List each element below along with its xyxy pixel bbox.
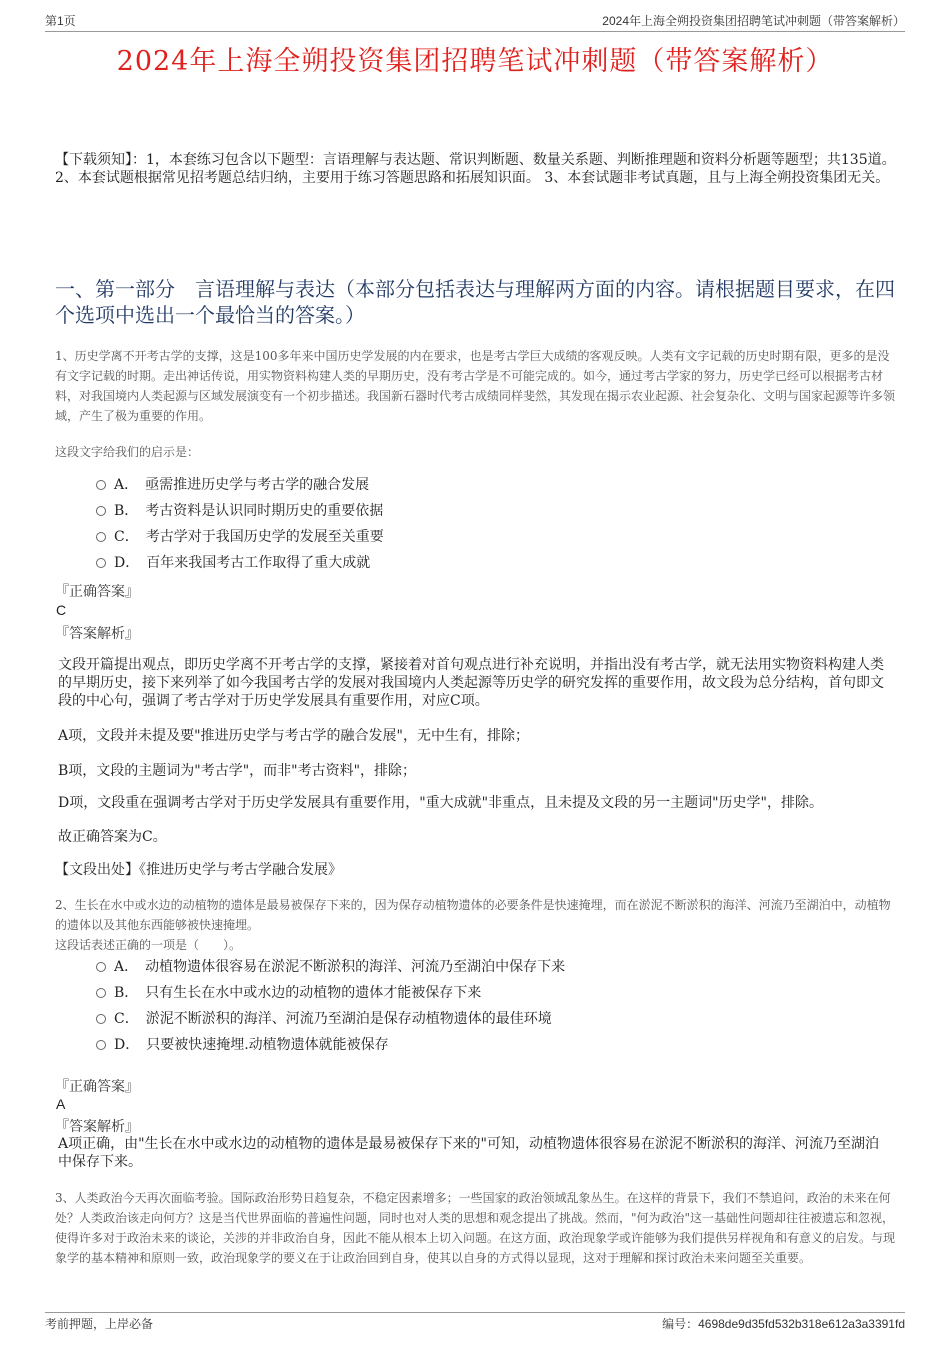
q1-answer-label: 『正确答案』 [55,584,139,600]
footer-divider [45,1312,905,1313]
q2-option-d-label: D． 只要被快速掩埋.动植物遗体就能被保存 [114,1037,389,1053]
radio-icon[interactable] [96,962,106,972]
q2-ask: 这段话表述正确的一项是（ ）。 [55,938,242,952]
q2-option-c-label: C． 淤泥不断淤积的海洋、河流乃至湖泊是保存动植物遗体的最佳环境 [114,1011,552,1027]
q1-option-d-label: D． 百年来我国考古工作取得了重大成就 [114,555,371,571]
radio-icon[interactable] [96,988,106,998]
radio-icon[interactable] [96,1014,106,1024]
q1-analysis-a: A项，文段并未提及要"推进历史学与考古学的融合发展"，无中生有，排除； [58,728,529,744]
radio-icon[interactable] [96,532,106,542]
footer-slogan: 考前押题，上岸必备 [45,1317,154,1331]
q1-analysis-d: D项，文段重在强调考古学对于历史学发展具有重要作用，"重大成就"非重点，且未提及文段的另一主题词"历史学"，排除。 [58,795,823,811]
q1-ask: 这段文字给我们的启示是： [55,445,200,459]
q2-stem: 2、生长在水中或水边的动植物的遗体是最易被保存下来的，因为保存动植物遗体的必要条件是快速掩埋，而在淤泥不断淤积的海洋、河流乃至湖泊中，动植物的遗体以及其他东西能够被快速掩埋。 [55,898,891,932]
q1-option-c[interactable] [96,526,384,548]
q1-option-b[interactable] [96,500,383,522]
q1-option-a[interactable] [96,474,369,496]
q1-answer: C [56,602,67,618]
q2-option-a[interactable] [96,956,565,978]
q1-analysis-label: 『答案解析』 [55,626,139,642]
radio-icon[interactable] [96,1040,106,1050]
q1-stem: 1、历史学离不开考古学的支撑，这是100多年来中国历史学发展的内在要求，也是考古学巨大成绩的客观反映。人类有文字记载的历史时期有限，更多的是没有文字记载的时期。走出神话传说，用实物资料构建人类的早期历史，没有考古学是不可能完成的。如今，通过考古学家的努力，历史学已经可以根据考古材料，对我国境内人类起源与区域发展演变有一个初步描述。我国新石器时代考古成绩同样斐然，其发现在揭示农业起源、社会复杂化、文明与国家起源等许多领域，产生了极为重要的作用。 [55,349,896,423]
q2-answer: A [56,1096,66,1112]
document-title: 2024年上海全朔投资集团招聘笔试冲刺题（带答案解析） [116,46,834,77]
q2-analysis-label: 『答案解析』 [55,1119,139,1135]
header-divider [45,31,905,32]
q1-source: 【文段出处】《推进历史学与考古学融合发展》 [55,862,342,878]
q2-option-c[interactable] [96,1008,552,1030]
q2-option-b[interactable] [96,982,481,1004]
q1-option-d[interactable] [96,552,370,574]
q2-option-a-label: A． 动植物遗体很容易在淤泥不断淤积的海洋、河流乃至湖泊中保存下来 [114,959,566,975]
q3-stem: 3、人类政治今天再次面临考验。国际政治形势日趋复杂，不稳定因素增多；一些国家的政治领域乱象丛生。在这样的背景下，我们不禁追问，政治的未来在何处？人类政治该走向何方？这是当代世界面临的普遍性问题，同时也对人类的思想和观念提出了挑战。然而，"何为政治"这一基础性问题却往往被遗忘和忽视，使得许多对于政治未来的谈论，关涉的并非政治自身，因此不能从根本上切入问题。在这方面，政治现象学或许能够为我们提供另样视角和有意义的启发。与现象学的基本精神和原则一致，政治现象学的要义在于让政治回到自身，使其以自身的方式得以显现，这对于理解和探讨政治未来问题至关重要。 [55,1191,896,1265]
radio-icon[interactable] [96,558,106,568]
header-doc-title: 2024年上海全朔投资集团招聘笔试冲刺题（带答案解析） [602,14,905,28]
q2-answer-label: 『正确答案』 [55,1079,139,1095]
q1-analysis-main: 文段开篇提出观点，即历史学离不开考古学的支撑，紧接着对首句观点进行补充说明，并指出没有考古学，就无法用实物资料构建人类的早期历史，接下来列举了如今我国考古学的发展对我国境内人类起源等历史学的研究发挥的重要作用，故文段为总分结构，首句即文段的中心句，强调了考古学对于历史学发展具有重要作用，对应C项。 [58,657,884,709]
q2-option-b-label: B． 只有生长在水中或水边的动植物的遗体才能被保存下来 [114,985,482,1001]
q1-option-a-label: A． 亟需推进历史学与考古学的融合发展 [114,477,370,493]
header-page-number: 第1页 [45,14,76,28]
q2-option-d[interactable] [96,1034,389,1056]
q1-option-b-label: B． 考古资料是认识同时期历史的重要依据 [114,503,384,519]
radio-icon[interactable] [96,506,106,516]
q1-analysis-b: B项，文段的主题词为"考古学"，而非"考古资料"，排除； [58,763,417,779]
q1-conclusion: 故正确答案为C。 [58,829,167,845]
radio-icon[interactable] [96,480,106,490]
section-heading: 一、第一部分 言语理解与表达（本部分包括表达与理解两方面的内容。请根据题目要求，在四个选项中选出一个最恰当的答案。） [55,277,895,327]
download-notice: 【下载须知】：1，本套练习包含以下题型：言语理解与表达题、常识判断题、数量关系题、判断推理题和资料分析题等题型；共135道。 2、本套试题根据常见招考题总结归纳，主要用于练习答题思路和拓展知识面。 3、本套试题非考试真题，且与上海全朔投资集团无关。 [55,152,896,186]
q1-option-c-label: C． 考古学对于我国历史学的发展至关重要 [114,529,384,545]
footer-code: 编号：4698de9d35fd532b318e612a3a3391fd [662,1317,905,1331]
q2-analysis: A项正确，由"生长在水中或水边的动植物的遗体是最易被保存下来的"可知，动植物遗体很容易在淤泥不断淤积的海洋、河流乃至湖泊中保存下来。 [58,1136,879,1170]
